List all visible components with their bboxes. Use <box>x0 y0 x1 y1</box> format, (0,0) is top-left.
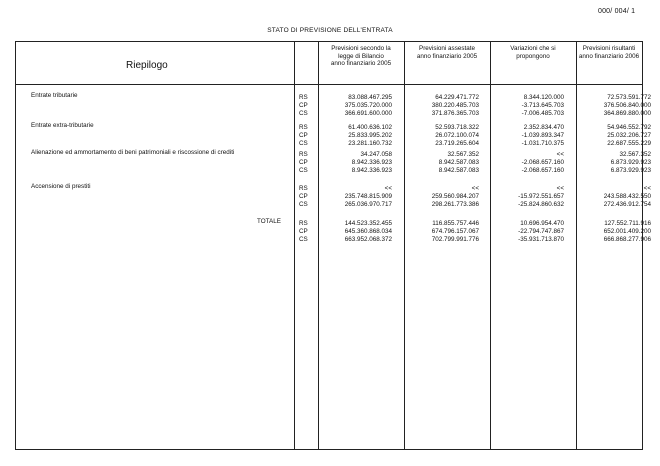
table-row <box>16 124 651 132</box>
table-row <box>16 236 651 244</box>
table-row <box>16 151 651 159</box>
table-cell: 61.400.636.102 <box>348 124 392 131</box>
table-row <box>16 102 651 110</box>
section-label: Accensione di prestiti <box>31 183 91 190</box>
table-cell: 144.523.352.455 <box>344 220 392 227</box>
table-cell: 8.942.587.083 <box>438 159 479 166</box>
section-label: Entrate extra-tributarie <box>31 122 94 129</box>
document-number: 000/ 004/ 1 <box>598 8 636 15</box>
table-cell: 265.036.970.717 <box>344 201 392 208</box>
row-type-code: CS <box>299 167 308 174</box>
table-cell: 666.868.277.906 <box>603 236 651 243</box>
row-type-code: CP <box>299 159 308 166</box>
row-type-code: RS <box>299 124 308 131</box>
table-cell: 6.873.929.923 <box>610 167 651 174</box>
table-cell: -22.794.747.867 <box>518 228 564 235</box>
table-cell: 8.344.120.000 <box>523 94 564 101</box>
row-type-code: CS <box>299 236 308 243</box>
table-cell: 652.001.409.200 <box>603 228 651 235</box>
table-cell: 663.952.068.372 <box>344 236 392 243</box>
table-cell: -1.039.893.347 <box>521 132 564 139</box>
table-cell: 54.946.552.792 <box>607 124 651 131</box>
table-cell: << <box>643 185 651 192</box>
table-row <box>16 193 651 201</box>
table-row <box>16 167 651 175</box>
header-divider <box>16 84 642 85</box>
row-type-code: CP <box>299 228 308 235</box>
column-header-label: Variazioni che si propongono <box>510 45 556 60</box>
summary-table <box>15 41 651 450</box>
table-cell: 364.869.880.000 <box>603 110 651 117</box>
table-cell: -1.031.710.375 <box>521 140 564 147</box>
table-cell: << <box>556 185 564 192</box>
table-row <box>16 185 651 193</box>
table-cell: 380.220.485.703 <box>431 102 479 109</box>
table-cell: 702.799.991.776 <box>431 236 479 243</box>
table-cell: 371.876.365.703 <box>431 110 479 117</box>
column-header-label: Previsioni risultanti anno finanziario 2006 <box>578 45 640 60</box>
table-cell: 2.352.834.470 <box>523 124 564 131</box>
table-row <box>16 132 651 140</box>
total-label: TOTALE <box>257 218 281 225</box>
table-cell: 72.573.591.772 <box>607 94 651 101</box>
table-cell: 235.748.815.909 <box>344 193 392 200</box>
table-cell: 6.873.929.923 <box>610 159 651 166</box>
table-cell: << <box>556 151 564 158</box>
column-header-risultanti-2006 <box>577 45 641 60</box>
table-cell: -2.068.657.160 <box>521 159 564 166</box>
column-header-assestate-2005 <box>406 45 488 60</box>
row-type-code: RS <box>299 151 308 158</box>
table-row <box>16 140 651 148</box>
table-cell: 10.696.954.470 <box>520 220 564 227</box>
table-cell: 674.796.157.067 <box>431 228 479 235</box>
table-cell: 34.247.058 <box>360 151 392 158</box>
table-cell: -3.713.645.703 <box>521 102 564 109</box>
table-row <box>16 228 651 236</box>
table-cell: 23.281.160.732 <box>348 140 392 147</box>
table-row <box>16 110 651 118</box>
row-type-code: CS <box>299 110 308 117</box>
table-cell: 376.506.840.000 <box>603 102 651 109</box>
table-cell: 64.229.471.772 <box>435 94 479 101</box>
table-cell: 272.436.912.754 <box>603 201 651 208</box>
row-type-code: RS <box>299 220 308 227</box>
column-header-label: Previsioni secondo la legge di Bilancio anno finanziario 2005 <box>330 45 392 67</box>
table-cell: 8.942.587.083 <box>438 167 479 174</box>
table-cell: 26.072.100.074 <box>435 132 479 139</box>
table-cell: -25.824.860.632 <box>518 201 564 208</box>
row-type-code: CP <box>299 132 308 139</box>
table-cell: 32.567.352 <box>447 151 479 158</box>
row-type-code: CP <box>299 102 308 109</box>
table-cell: 259.560.984.207 <box>431 193 479 200</box>
row-type-code: RS <box>299 94 308 101</box>
column-header-label: Previsioni assestate anno finanziario 2005 <box>416 45 478 60</box>
table-row <box>16 201 651 209</box>
table-cell: -15.972.551.657 <box>518 193 564 200</box>
table-row <box>16 220 651 228</box>
table-row <box>16 159 651 167</box>
table-cell: 8.942.336.923 <box>351 167 392 174</box>
table-cell: 8.942.336.923 <box>351 159 392 166</box>
table-cell: 243.588.432.550 <box>603 193 651 200</box>
section-label: Alienazione ed ammortamento di beni patrimoniali e riscossione di crediti <box>31 149 235 156</box>
table-cell: 366.691.600.000 <box>344 110 392 117</box>
row-type-code: RS <box>299 185 308 192</box>
table-cell: 375.035.720.000 <box>344 102 392 109</box>
table-cell: 25.833.995.202 <box>348 132 392 139</box>
table-cell: << <box>471 185 479 192</box>
table-cell: 23.719.265.604 <box>435 140 479 147</box>
table-cell: 32.567.352 <box>619 151 651 158</box>
row-type-code: CS <box>299 201 308 208</box>
document-title: STATO DI PREVISIONE DELL'ENTRATA <box>267 27 393 34</box>
table-cell: 127.552.711.916 <box>604 220 651 227</box>
table-cell: -7.006.485.703 <box>521 110 564 117</box>
table-cell: 22.687.555.229 <box>607 140 651 147</box>
table-cell: 116.855.757.446 <box>432 220 479 227</box>
stub-heading: Riepilogo <box>126 60 168 71</box>
column-header-legge-bilancio-2005 <box>320 45 402 68</box>
row-type-code: CS <box>299 140 308 147</box>
table-cell: 298.261.773.386 <box>431 201 479 208</box>
table-cell: -35.931.713.870 <box>518 236 564 243</box>
table-cell: 83.088.467.295 <box>348 94 392 101</box>
table-cell: 25.032.206.727 <box>607 132 651 139</box>
table-cell: -2.068.657.160 <box>521 167 564 174</box>
column-header-variazioni <box>492 45 574 60</box>
table-cell: << <box>384 185 392 192</box>
row-type-code: CP <box>299 193 308 200</box>
table-cell: 645.360.868.034 <box>344 228 392 235</box>
table-row <box>16 94 651 102</box>
table-cell: 52.593.718.322 <box>435 124 479 131</box>
section-label: Entrate tributarie <box>31 92 78 99</box>
